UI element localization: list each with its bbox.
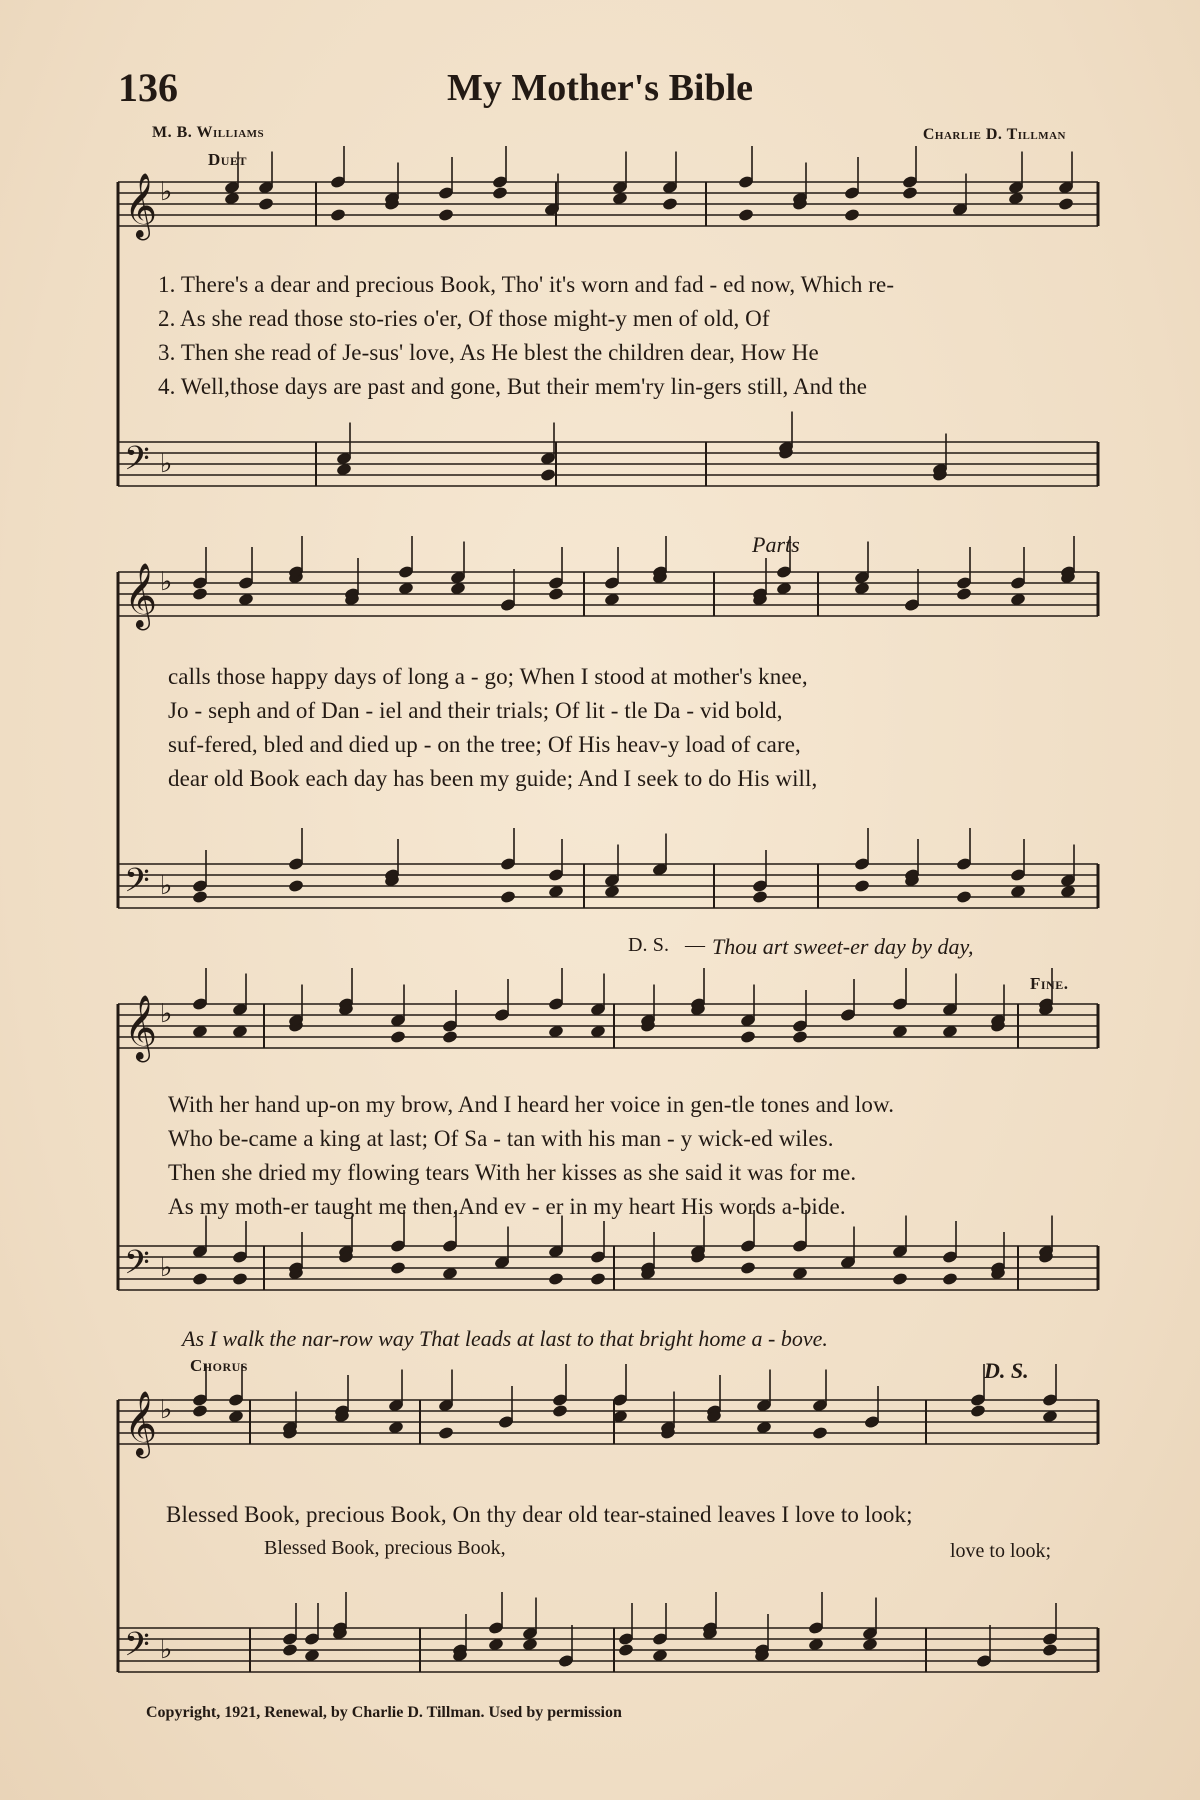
note-head xyxy=(522,1638,537,1651)
ds-lyric: As I walk the nar-row way That leads at last to that bright home a - bove. xyxy=(182,1326,828,1351)
bass-staff xyxy=(118,1628,1098,1672)
key-signature: ♭ xyxy=(160,1253,173,1283)
note-head xyxy=(540,468,555,481)
note-head xyxy=(776,582,791,595)
duet-marking: Duet xyxy=(208,150,247,169)
note-head xyxy=(618,1643,633,1656)
note-head xyxy=(612,192,627,205)
hymn-title: My Mother's Bible xyxy=(446,67,754,109)
note-head xyxy=(442,1030,457,1043)
treble-staff xyxy=(118,572,1098,616)
note-head xyxy=(1060,885,1075,898)
bass-staff xyxy=(118,864,1098,908)
note-head xyxy=(956,587,971,600)
note-head xyxy=(1008,192,1023,205)
ds-chorus-marking: D. S. xyxy=(984,1358,1029,1383)
lyric-verse-3: Then she dried my flowing tears With her kisses as she said it was for me. xyxy=(168,1160,857,1185)
chorus-echo-left: Blessed Book, precious Book, xyxy=(264,1537,506,1559)
note-head xyxy=(808,1638,823,1651)
ds-marking: D. S. xyxy=(628,934,670,956)
note-head xyxy=(398,582,413,595)
treble-clef: 𝄞 xyxy=(124,563,158,628)
bass-clef: 𝄢 xyxy=(124,1626,150,1672)
lyric-verse-4: dear old Book each day has been my guide; And I seek to do His will, xyxy=(168,766,818,791)
note-head xyxy=(548,1272,563,1285)
lyric-verse-4: 4. Well,those days are past and gone, But their mem'ry lin-gers still, And the xyxy=(158,374,868,399)
note-head xyxy=(442,1267,457,1280)
note-head xyxy=(228,1410,243,1423)
note-head xyxy=(652,1649,667,1662)
note-head xyxy=(738,208,753,221)
note-head xyxy=(388,1421,403,1434)
note-head xyxy=(390,1030,405,1043)
chorus-echo-right: love to look; xyxy=(950,1540,1052,1562)
note-head xyxy=(970,1404,985,1417)
note-head xyxy=(390,1261,405,1274)
note-head xyxy=(282,1643,297,1656)
note-head xyxy=(1042,1410,1057,1423)
note-head xyxy=(500,890,515,903)
note-head xyxy=(488,1638,503,1651)
lyric-verse-3: suf-fered, bled and died up - on the tree; Of His heav-y load of care, xyxy=(168,732,801,757)
fine-marking: Fine. xyxy=(1030,974,1069,993)
note-head xyxy=(330,208,345,221)
key-signature: ♭ xyxy=(160,999,173,1029)
note-head xyxy=(662,197,677,210)
note-head xyxy=(192,1025,207,1038)
note-head xyxy=(740,1261,755,1274)
treble-clef: 𝄞 xyxy=(124,1391,158,1456)
key-signature: ♭ xyxy=(160,567,173,597)
chorus-lyric: Blessed Book, precious Book, On thy dear old tear-stained leaves I love to look; xyxy=(166,1502,913,1527)
note-head xyxy=(238,593,253,606)
note-head xyxy=(336,463,351,476)
key-signature: ♭ xyxy=(160,177,173,207)
note-head xyxy=(548,587,563,600)
note-head xyxy=(740,1030,755,1043)
lyric-verse-3: 3. Then she read of Je-sus' love, As He blest the children dear, How He xyxy=(158,340,819,365)
note-head xyxy=(756,1421,771,1434)
bass-clef: 𝄢 xyxy=(124,440,150,486)
note-head xyxy=(902,186,917,199)
note-head xyxy=(548,1025,563,1038)
note-head xyxy=(192,1404,207,1417)
note-head xyxy=(854,582,869,595)
note-head xyxy=(792,1267,807,1280)
chorus-marking: Chorus xyxy=(190,1356,248,1375)
note-head xyxy=(304,1649,319,1662)
note-head xyxy=(956,890,971,903)
parts-marking: Parts xyxy=(752,532,800,557)
note-head xyxy=(1058,197,1073,210)
note-head xyxy=(604,593,619,606)
note-head xyxy=(1010,593,1025,606)
bass-clef: 𝄢 xyxy=(124,1244,150,1290)
bass-staff xyxy=(118,442,1098,486)
note-head xyxy=(552,1404,567,1417)
note-head xyxy=(224,192,239,205)
lyric-verse-1: With her hand up-on my brow, And I heard her voice in gen-tle tones and low. xyxy=(168,1092,895,1117)
note-head xyxy=(844,208,859,221)
note-head xyxy=(232,1272,247,1285)
note-head xyxy=(288,879,303,892)
lyric-verse-2: Jo - seph and of Dan - iel and their trials; Of lit - tle Da - vid bold, xyxy=(168,698,783,723)
key-signature: ♭ xyxy=(160,871,173,901)
key-signature: ♭ xyxy=(160,1635,173,1665)
note-head xyxy=(438,1426,453,1439)
note-head xyxy=(450,582,465,595)
ds-lyric: Thou art sweet-er day by day, xyxy=(712,934,974,959)
treble-clef: 𝄞 xyxy=(124,995,158,1060)
hymn-page: 136 My Mother's Bible M. B. Williams Charlie D. Tillman Duet 𝄞 ♭ 𝄢 ♭ 𝄞 ♭ 𝄢 ♭ 𝄞 ♭ 𝄢 ♭ 𝄞 ♭ 𝄢 ♭ 1. There's a dear and precious Book, Tho' it's worn and fad - ed now, Which re- 2. As she read those sto-ries o'er, Of those might-y men of old, Of 3. Then she read of Je-sus' love, As He blest the children dear, How He 4. Well,those days are past and gone, But their mem'ry lin-gers still, And the Parts calls those happy days of long a - go; When I stood at mother's knee, Jo - seph and of Dan - iel and their trials; Of lit - tle Da - vid bold, suf-fered, bled and died up - on the tree; Of His heav-y load of care, dear old Book each day has been my guide; And I seek to do His will, D. S. — Thou art sweet-er day by day, Fine. With her hand up-on my brow, And I heard her voice in gen-tle tones and low. Who be-came a king at last; Of Sa - tan with his man - y wick-ed wiles. Then she dried my flowing tears With her kisses as she said it was for me. As my moth-er taught me then,And ev - er in my heart His words a-bide. As I walk the nar-row way That leads at last to that bright home a - bove. Chorus D. S. Blessed Book, precious Book, On thy dear old tear-stained leaves I love to look; Blessed Book, precious Book, love to look; Copyright, 1921, Renewal, by Charlie D. Tillman. Used by permission xyxy=(0,0,1200,1800)
treble-clef: 𝄞 xyxy=(124,173,158,238)
note-head xyxy=(258,197,273,210)
lyricist-credit: M. B. Williams xyxy=(152,124,265,141)
note-head xyxy=(892,1272,907,1285)
note-head xyxy=(862,1638,877,1651)
note-head xyxy=(604,885,619,898)
note-head xyxy=(438,208,453,221)
lyric-verse-2: Who be-came a king at last; Of Sa - tan with his man - y wick-ed wiles. xyxy=(168,1126,834,1151)
key-signature: ♭ xyxy=(160,449,173,479)
note-head xyxy=(192,587,207,600)
note-head xyxy=(812,1426,827,1439)
lyric-verse-2: 2. As she read those sto-ries o'er, Of those might-y men of old, Of xyxy=(158,306,770,331)
note-head xyxy=(942,1272,957,1285)
note-head xyxy=(792,1030,807,1043)
note-head xyxy=(192,1272,207,1285)
lyric-verse-1: 1. There's a dear and precious Book, Tho' it's worn and fad - ed now, Which re- xyxy=(158,272,895,297)
note-head xyxy=(548,885,563,898)
note-head xyxy=(590,1025,605,1038)
note-head xyxy=(1042,1643,1057,1656)
note-head xyxy=(492,186,507,199)
note-head xyxy=(192,890,207,903)
note-head xyxy=(942,1025,957,1038)
note-head xyxy=(232,1025,247,1038)
composer-credit: Charlie D. Tillman xyxy=(922,126,1066,143)
hymn-number: 136 xyxy=(118,65,178,110)
key-signature: ♭ xyxy=(160,1395,173,1425)
lyric-verse-4: As my moth-er taught me then,And ev - er in my heart His words a-bide. xyxy=(168,1194,846,1219)
copyright-notice: Copyright, 1921, Renewal, by Charlie D. Tillman. Used by permission xyxy=(146,1704,622,1721)
lyric-verse-1: calls those happy days of long a - go; When I stood at mother's knee, xyxy=(168,664,808,689)
note-head xyxy=(590,1272,605,1285)
treble-staff xyxy=(118,1400,1098,1444)
note-head xyxy=(854,879,869,892)
bass-clef: 𝄢 xyxy=(124,862,150,908)
note-head xyxy=(1010,885,1025,898)
note-head xyxy=(892,1025,907,1038)
note-head xyxy=(752,890,767,903)
